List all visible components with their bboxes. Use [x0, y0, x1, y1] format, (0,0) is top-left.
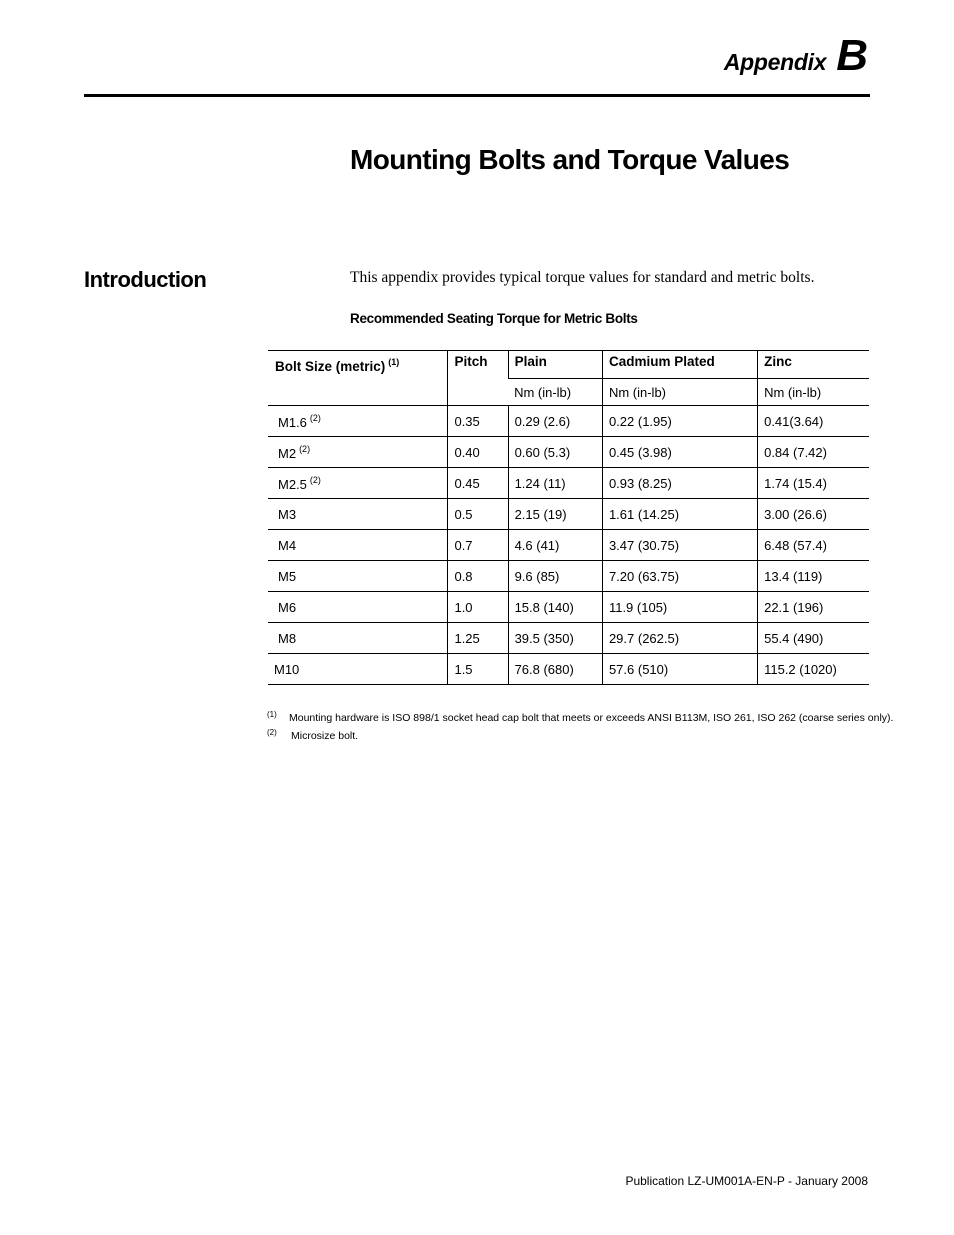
table-row: [268, 623, 869, 654]
cell-pitch: 1.5: [448, 654, 508, 685]
cell-plain: 4.6 (41): [508, 530, 602, 561]
cell-zinc: 0.84 (7.42): [758, 437, 869, 468]
cell-pitch: 0.45: [448, 468, 508, 499]
cell-zinc: 22.1 (196): [758, 592, 869, 623]
cell-plain: 9.6 (85): [508, 561, 602, 592]
table-header-row: [268, 351, 869, 379]
units-cadmium: Nm (in-lb): [602, 379, 757, 406]
cell-zinc: 55.4 (490): [758, 623, 869, 654]
header-pitch: Pitch: [448, 351, 508, 406]
units-zinc: Nm (in-lb): [758, 379, 869, 406]
header-zinc: Zinc: [758, 351, 869, 379]
table-title: Recommended Seating Torque for Metric Bolts: [350, 311, 638, 326]
cell-pitch: 1.25: [448, 623, 508, 654]
cell-plain: 76.8 (680): [508, 654, 602, 685]
cell-zinc: 115.2 (1020): [758, 654, 869, 685]
page-title: Mounting Bolts and Torque Values: [350, 144, 790, 175]
footnote-1: [267, 712, 893, 724]
cell-cadmium: 7.20 (63.75): [602, 561, 757, 592]
cell-cadmium: 1.61 (14.25): [602, 499, 757, 530]
cell-zinc: 13.4 (119): [758, 561, 869, 592]
cell-cadmium: 3.47 (30.75): [602, 530, 757, 561]
header-cadmium: Cadmium Plated: [602, 351, 757, 379]
cell-bolt-size: M3: [268, 499, 448, 530]
footnotes: [267, 712, 893, 748]
header-rule: [84, 94, 870, 97]
footnote-2: [267, 730, 893, 742]
cell-bolt-size: M10: [268, 654, 448, 685]
cell-bolt-size: M4: [268, 530, 448, 561]
footnote-text: Microsize bolt.: [291, 730, 359, 742]
footnote-mark: (2): [267, 728, 277, 737]
cell-cadmium: 57.6 (510): [602, 654, 757, 685]
table-row: [268, 406, 869, 437]
appendix-header: [723, 31, 868, 80]
cell-cadmium: 11.9 (105): [602, 592, 757, 623]
publication-footer: Publication LZ-UM001A-EN-P - January 2008: [625, 1174, 868, 1188]
table-row: [268, 499, 869, 530]
footnote-ref: (2): [299, 443, 311, 454]
cell-cadmium: 0.93 (8.25): [602, 468, 757, 499]
footnote-mark: (1): [267, 710, 277, 719]
footnote-ref: (2): [309, 412, 321, 423]
cell-zinc: 1.74 (15.4): [758, 468, 869, 499]
cell-cadmium: 29.7 (262.5): [602, 623, 757, 654]
cell-plain: 1.24 (11): [508, 468, 602, 499]
cell-bolt-size: M5: [268, 561, 448, 592]
cell-pitch: 0.8: [448, 561, 508, 592]
torque-table: [268, 350, 869, 685]
appendix-letter: B: [836, 31, 868, 80]
cell-bolt-size: M1.6 $^{(2)}$: [268, 406, 448, 437]
cell-plain: 0.29 (2.6): [508, 406, 602, 437]
footnote-text: Mounting hardware is ISO 898/1 socket head cap bolt that meets or exceeds ANSI B113M, ISO 261, ISO 262 (coarse series only).: [289, 712, 894, 724]
cell-pitch: 1.0: [448, 592, 508, 623]
cell-bolt-size: M6: [268, 592, 448, 623]
cell-plain: 2.15 (19): [508, 499, 602, 530]
footnote-ref: (2): [309, 474, 321, 485]
cell-pitch: 0.40: [448, 437, 508, 468]
appendix-label: Appendix: [723, 49, 827, 75]
footnote-ref: (1): [388, 357, 400, 367]
cell-plain: 0.60 (5.3): [508, 437, 602, 468]
header-bolt-size: Bolt Size (metric) $^{(1)}$: [268, 351, 448, 406]
table-row: [268, 530, 869, 561]
table-row: [268, 561, 869, 592]
intro-paragraph: This appendix provides typical torque values for standard and metric bolts.: [350, 269, 815, 286]
units-plain: Nm (in-lb): [508, 379, 602, 406]
cell-pitch: 0.35: [448, 406, 508, 437]
cell-zinc: 0.41(3.64): [758, 406, 869, 437]
table-row: [268, 468, 869, 499]
section-heading-introduction: Introduction: [84, 267, 207, 292]
cell-bolt-size: M8: [268, 623, 448, 654]
cell-pitch: 0.7: [448, 530, 508, 561]
cell-pitch: 0.5: [448, 499, 508, 530]
table-row: [268, 592, 869, 623]
table-row: [268, 654, 869, 685]
cell-plain: 15.8 (140): [508, 592, 602, 623]
cell-zinc: 6.48 (57.4): [758, 530, 869, 561]
header-plain: Plain: [508, 351, 602, 379]
cell-cadmium: 0.45 (3.98): [602, 437, 757, 468]
cell-cadmium: 0.22 (1.95): [602, 406, 757, 437]
cell-bolt-size: M2.5 $^{(2)}$: [268, 468, 448, 499]
cell-plain: 39.5 (350): [508, 623, 602, 654]
cell-bolt-size: M2 $^{(2)}$: [268, 437, 448, 468]
cell-zinc: 3.00 (26.6): [758, 499, 869, 530]
table-row: [268, 437, 869, 468]
